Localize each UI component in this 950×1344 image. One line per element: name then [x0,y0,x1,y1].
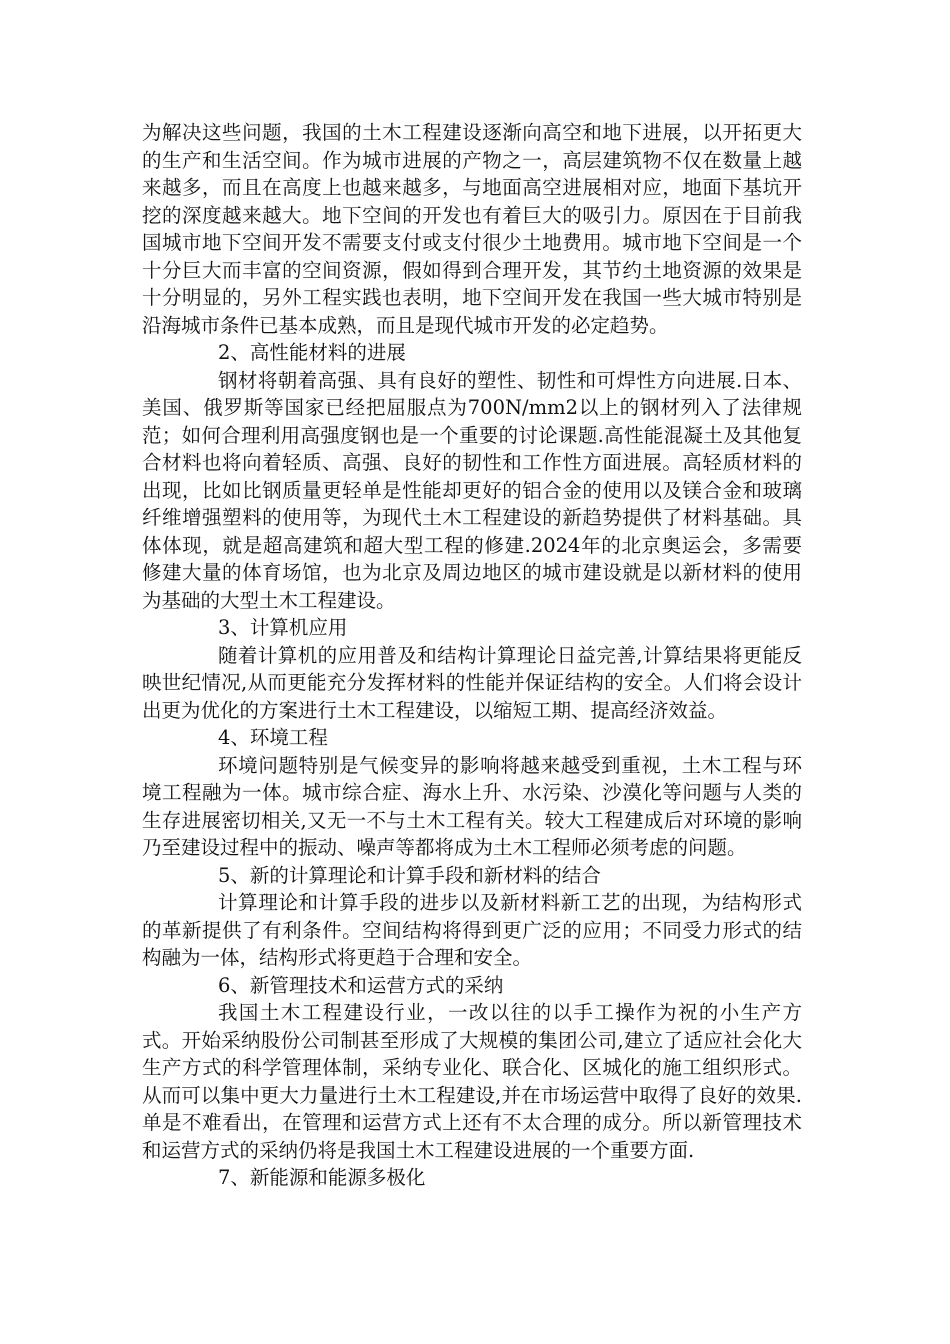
section-paragraph-4: 环境问题特别是气候变异的影响将越来越受到重视，土木工程与环境工程融为一体。城市综合症、海水上升、水污染、沙漠化等问题与人类的生存进展密切相关,又无一不与土木工程有关。较大工程建成后对环境的影响乃至建设过程中的振动、噪声等都将成为土木工程师必须考虑的问题。 [142,753,802,859]
intro-paragraph: 为解决这些问题，我国的土木工程建设逐渐向高空和地下进展，以开拓更大的生产和生活空间。作为城市进展的产物之一，高层建筑物不仅在数量上越来越多，而且在高度上也越来越多，与地面高空进展相对应，地面下基坑开挖的深度越来越大。地下空间的开发也有着巨大的吸引力。原因在于目前我国城市地下空间开发不需要支付或支付很少土地费用。城市地下空间是一个十分巨大而丰富的空间资源，假如得到合理开发，其节约土地资源的效果是十分明显的，另外工程实践也表明，地下空间开发在我国一些大城市特别是沿海城市条件已基本成熟，而且是现代城市开发的必定趋势。 [142,121,802,337]
section-heading-6: 6、新管理技术和运营方式的采纳 [218,973,504,997]
section-heading-3: 3、计算机应用 [218,616,348,639]
section-paragraph-6: 我国土木工程建设行业，一改以往的以手工操作为祝的小生产方式。开始采纳股份公司制甚至形成了大规模的集团公司,建立了适应社会化大生产方式的科学管理体制，采纳专业化、联合化、区城化的施工组织形式。从而可以集中更大力量进行土木工程建设,并在市场运营中取得了良好的效果.单是不难看出，在管理和运营方式上还有不太合理的成分。所以新管理技术和运营方式的采纳仍将是我国土木工程建设进展的一个重要方面. [142,1001,802,1162]
section-paragraph-2: 钢材将朝着高强、具有良好的塑性、韧性和可焊性方向进展.日本、美国、俄罗斯等国家已经把屈服点为700N/mm2以上的钢材列入了法律规范；如何合理利用高强度钢也是一个重要的讨论课题.高性能混凝土及其他复合材料也将向着轻质、高强、良好的韧性和工作性方面进展。高轻质材料的出现，比如比钢质量更轻单是性能却更好的铝合金的使用以及镁合金和玻璃纤维增强塑料的使用等，为现代土木工程建设的新趋势提供了材料基础。具体体现，就是超高建筑和超大型工程的修建.2024年的北京奥运会，多需要修建大量的体育场馆，也为北京及周边地区的城市建设就是以新材料的使用为基础的大型土木工程建设。 [142,368,802,612]
section-heading-4: 4、环境工程 [218,726,328,749]
section-heading-5: 5、新的计算理论和计算手段和新材料的结合 [218,863,601,887]
document-body [142,119,802,1192]
section-heading-7: 7、新能源和能源多极化 [218,1166,426,1189]
section-heading-2: 2、高性能材料的进展 [218,341,406,364]
section-paragraph-3: 随着计算机的应用普及和结构计算理论日益完善,计算结果将更能反映世纪情况,从而更能充分发挥材料的性能并保证结构的安全。人们将会设计出更为优化的方案进行土木工程建设，以缩短工期、提高经济效益。 [142,643,802,722]
section-paragraph-5: 计算理论和计算手段的进步以及新材料新工艺的出现，为结构形式的革新提供了有利条件。空间结构将得到更广泛的应用；不同受力形式的结构融为一体，结构形式将更趋于合理和安全。 [142,891,802,969]
